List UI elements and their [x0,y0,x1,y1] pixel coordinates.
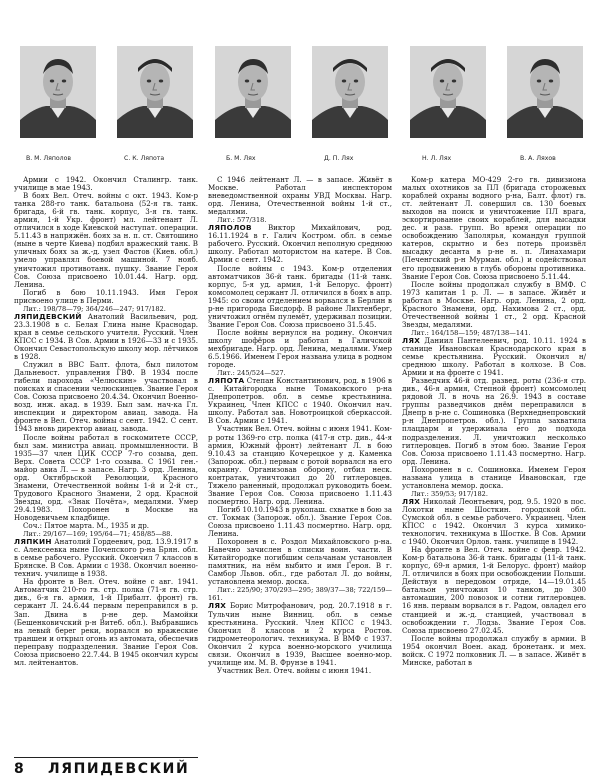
paragraph: Похоронен в с. Роздол Михайловского р-на. Навечно зачислен в списки воин. части. В Китайгородке погибшим сельчанам установлен памятник, на нём выбито и имя Героя. В г. Самбор Львов. обл., где работал Л. до войны, установлена мемор. доска. [208,537,392,587]
literature-reference: Лит.: 198/78—79; 364/246—247; 917/182. [23,304,166,313]
literature-reference: Лит.: 164/158—159; 487/138—141. [411,328,531,337]
paragraph: С 1946 лейтенант Л. — в запасе. Живёт в Москве. Работал инспектором вневедомственной охраны УВД Москвы. Нагр. орд. Ленина, Отечественной войны 1-й ст., медалями. [208,176,392,217]
entry-headword: ЛЯХ [402,496,421,506]
portraits-row [18,46,590,138]
biography-entry [14,313,198,361]
portrait-photo-5 [410,46,486,138]
paragraph: После войны продолжал службу в ВМФ. С 1973 капитан 1 р. Л. — в запасе. Живёт и работал в Москве. Нагр. орд. Ленина, 2 орд. Красного Знамени, орд. Нахимова 2 ст., орд. Отечественной войны 1 ст., 2 орд. Красной Звезды, медалями. [402,279,586,329]
paragraph: Армии с 1942. Окончил Сталингр. танк. училище в мае 1943. [14,176,198,193]
biography-entry [208,602,392,666]
portrait-captions [14,155,594,167]
portrait-photo-1 [20,46,96,138]
paragraph: Служил в ВВС Балт. флота, был пилотом Дальневост. управления ГВФ. В 1934 после гибели парохода «Челюскин» участвовал в поисках и спасении челюскинцев. Звание Героя Сов. Союза присвоено 20.4.34. Окончил Военно-возд. инж. акад. в 1939. Был зам. нач-ка Гл. инспекции и директором авиац. завода. На фронте в Вел. Отеч. войны с сент. 1942. С сент. 1943 вновь директор авиац. завода. [14,360,198,434]
literature-reference: Лит.: 29/167—169; 195/64—71; 458/85—88. [23,530,173,539]
biography-entry [208,224,392,264]
paragraph: Соч.: Пятое марта. М., 1935 и др. [23,521,150,531]
portrait-photo-4 [312,46,388,138]
paragraph: Погиб 10.10.1943 в рукопаш. схватке в бою за ст. Токмак (Запорож. обл.). Звание Героя Сов. Союза присвоено 1.11.43 посмертно. Нагр. орд. Ленина. [208,504,392,539]
paragraph: Похоронен в с. Сошиновка. Именем Героя названа улица в станице Ивановская, где установлена мемор. доска. [402,464,586,490]
portrait-photo-3 [215,46,291,138]
entry-headword: ЛЯПИДЕВСКИЙ [14,311,82,321]
portrait-caption: В. М. Ляполов [26,155,72,162]
paragraph: В боях Вел. Отеч. войны с окт. 1943. Ком-р танка 288-го танк. батальона (52-я гв. танк. бригада, 6-й гв. танк. корпус, 3-я гв. танк. армия, 1-й Укр. фронт) мл. лейтенант Л. отличился в ходе Киевской наступат. операции. 5.11.43 в напряжён. боях за н. п. ст. Святошино (ныне в черте Киева) подбил вражеский танк. В уличных боях за ж.-д. узел Фастов (Киев. обл.) умело управлял боевой машиной. 7 нояб. уничтожил противотанк. пушку. Звание Героя Сов. Союза присвоено 10.01.44. Нагр. орд. Ленина. [14,191,198,289]
entry-headword: ЛЯПОТА [208,376,245,386]
biography-entry [208,377,392,425]
portrait-caption: С. К. Ляпота [124,155,165,162]
paragraph: После войны работал в госкомитете СССР, был зам. министра авиац. промышленности. В 1935—37 член ЦИК СССР 7-го созыва, деп. Верх. Совета СССР 1-го созыва. С 1961 ген.-майор авиа Л. — в запасе. Нагр. 3 орд. Ленина, орд. Октябрьской Революции, Красного Знамени, Отечественной войны 1-й и 2-й ст., Трудового Красного Знамени, 2 орд. Красной Звезды, орд. «Знак Почёта», медалями. Умер 29.4.1983. Похоронен в Москве на Новодевичьем кладбище. [14,432,198,522]
entry-headword: ЛЯПКИН [14,537,52,547]
entry-text: Анатолий Васильевич, род. 23.3.1908 в с. Белая Глина ныне Краснодар. края в семье сельского учителя. Русский. Член КПСС с 1934. В Сов. Армии в 1926—33 и с 1935. Окончил Севастопольскую школу мор. лётчиков в 1928. [14,311,198,362]
footer-rule [14,757,198,758]
paragraph: На фронте в Вел. Отеч. войне с февр. 1942. Ком-р батальона 36-й танк. бригады (11-й танк. корпус, 69-я армия, 1-й Белорус. фронт) майор Л. отличился в боях при освобождении Польши. Действуя в передовом отряде, 14—19.01.45 батальон уничтожил 10 танков, до 300 автомашин, 200 повозок и сотни гитлеровцев. 16 янв. первым ворвался в г. Радом, овладел его станцией и ж.-д. станцией, участвовал в освобождении г. Лодзь. Звание Героя Сов. Союза присвоено 27.02.45. [402,545,586,635]
literature-reference: Лит.: 245/524—527. [217,369,286,378]
text-column-2 [208,176,392,754]
entry-headword: ЛЯХ [402,335,421,345]
portrait-photo-2 [117,46,193,138]
entry-text: Николай Леонтьевич, род. 9.5. 1920 в пос. Локотки ныне Шосткин. городской обл. Сумской обл. в семье рабочего. Украинец. Член КПСС с 1942. Окончил 3 курса химико-технологич. техникума в Шостке. В Сов. Армии с 1940. Окончил Орлов. танк. училище в 1942. [402,496,586,547]
biography-entry [402,498,586,546]
text-column-3 [402,176,586,754]
portrait-caption: Н. Л. Лях [422,155,452,162]
entry-text: Анатолий Гордеевич, род. 13.9.1917 в с. Алексеевка ныне Почепского р-на Брян. обл. в семье рабочего. Русский. Окончил 7 классов в Брянске. В Сов. Армии с 1938. Окончил военно-технич. училище в 1938. [14,537,198,579]
text-column-1 [14,176,198,754]
entry-text: Борис Митрофанович, род. 20.7.1918 в г. Тульчин ныне Винниц. обл. в семье крестьянина. Русский. Член КПСС с 1943. Окончил 8 классов и 2 курса Ростов. гидрометеорологич. техникума. В ВМФ с 1937. Окончил 2 курса военно-морского училища связи. Окончил в 1939, Высшее военно-мор. училище им. М. В. Фрунзе в 1941. [208,601,392,667]
portrait-caption: Д. П. Лях [324,155,354,162]
literature-reference: Лит.: 359/53; 917/182. [411,489,488,498]
entry-headword: ЛЯПОЛОВ [208,223,252,233]
running-head: ЛЯПИДЕВСКИЙ [48,761,190,777]
biography-entry [14,538,198,578]
paragraph: После войны вернулся на родину. Окончил школу шофёров и работал в Галичской мехбригаде. Нагр. орд. Ленина, медалями. Умер 6.5.1966. Именем Героя названа улица в родном городе. [208,327,392,370]
literature-reference: Лит.: 577/318. [217,216,267,225]
entry-text: Виктор Михайлович, род. 16.11.1924 в г. Галич Костром. обл. в семье рабочего. Русский. Окончил неполную среднюю школу. Работал мотористом на катере. В Сов. Армии с сент. 1942. [208,223,392,265]
paragraph: После войны с 1943. Ком-р отделения автоматчиков 36-й танк. бригады (11-й танк. корпус, 5-я уд. армия, 1-й Белорус. фронт) комсомолец сержант Л. отличился в боях в апр. 1945: со своим отделением ворвался в Берлин в р-не пригорода Бисдорф. В районе Лихтенберг, уничтожил огнём пулемёт, удерживал позиции. Звание Героя Сов. Союза присвоено 31.5.45. [208,263,392,329]
page-number: 8 [14,761,24,777]
paragraph: Участник Вел. Отеч. войны с июня 1941. Ком-р роты 1369-го стр. полка (417-я стр. див., 44-я армия, Южный фронт) лейтенант Л. в бою 9.10.43 за станцию Кочерецкое у д. Каменка (Запорож. обл.) первым с ротой ворвался на его окраину. Организовав оборону, отбил неск. контратак, уничтожил до 20 гитлеровцев. Тяжело раненный, продолжал руководить боем. Звание Героя Сов. Союза присвоено 1.11.43 посмертно. Нагр. орд. Ленина. [208,424,392,506]
paragraph: На фронте в Вел. Отеч. войне с авг. 1941. Автоматчик 210-го гв. стр. полка (71-я гв. стр. див., 6-я гв. армия, 1-й Прибалт. фронт) гв. сержант Л. 24.6.44 первым переправился в р. Зап. Двина в р-не дер. Мамойки (Бешенковичский р-н Витеб. обл.). Выбравшись на левый берег реки, ворвался во вражеские траншеи и открыл огонь из автомата, обеспечив переправу подразделения. Звание Героя Сов. Союза присвоено 22.7.44. В 1945 окончил курсы мл. лейтенантов. [14,577,198,667]
literature-reference: Лит.: 225/90; 370/293—295; 389/37—38; 722/159—161. [208,586,392,603]
paragraph: Участник Вел. Отеч. войны с июня 1941. [217,665,372,675]
paragraph: Ком-р катера МО-429 2-го гв. дивизиона малых охотников за ПЛ (бригада сторожевых кораблей охраны водного р-на, Балт. флот) гв. ст. лейтенант Л. совершил св. 130 боевых выходов на поиск и уничтожение ПЛ врага, эскортирование своих кораблей, для высадки дес. и разв. групп. Во время операции по освобождению Заполярья, командуя группой катеров, скрытно и без потерь произвёл высадку десанта в р-не н. п. Линахамари (Печенгский р-н Мурман. обл.) и содействовал его продвижению в глубь обороны противника. Звание Героя Сов. Союза присвоено 5.11.44. [402,176,586,281]
entry-text: Степан Константинович, род. в 1906 в с. Китайгородка ныне Томаковского р-на Днепропетров. обл. в семье крестьянина. Украинец. Член КПСС с 1940. Окончил нач. школу. Работал зав. Новотроицкой сберкассой. В Сов. Армии с 1941. [208,376,392,426]
paragraph: Разведчик 46-й отд. развед. роты (236-я стр. див., 46-я армия, Степной фронт) комсомолец рядовой Л. в ночь на 26.9. 1943 в составе группы разведчиков днём переправился в Днепр в р-не с. Сошиновка (Верхнеднепровский р-н Днепропетров. обл.). Группа захватила плацдарм и удерживала его до подхода подразделения. Л. уничтожил несколько гитлеровцев. Погиб в этом бою. Звание Героя Сов. Союза присвоено 1.11.43 посмертно. Нагр. орд. Ленина. [402,376,586,466]
biography-entry [402,337,586,377]
portrait-photo-6 [507,46,583,138]
portrait-caption: Б. М. Лях [226,155,256,162]
portrait-caption: В. А. Ляхов [520,155,556,162]
entry-headword: ЛЯХ [208,601,227,611]
entry-text: Даниил Пантелеевич, род. 10.11. 1924 в станице Ивановская Краснодарского края в семье крестьянина. Русский. Окончил н/среднюю школу. Работал в колхозе. В Сов. Армии и на фронте с 1941. [402,335,586,378]
paragraph: После войны продолжал службу в армии. В 1954 окончил Воен. акад. бронетанк. и мех. войск. С 1972 полковник Л. — в запасе. Живёт в Минске, работал в [402,633,586,667]
paragraph: Погиб в бою 10.11.1943. Имя Героя присвоено улице в Перми. [14,287,198,305]
